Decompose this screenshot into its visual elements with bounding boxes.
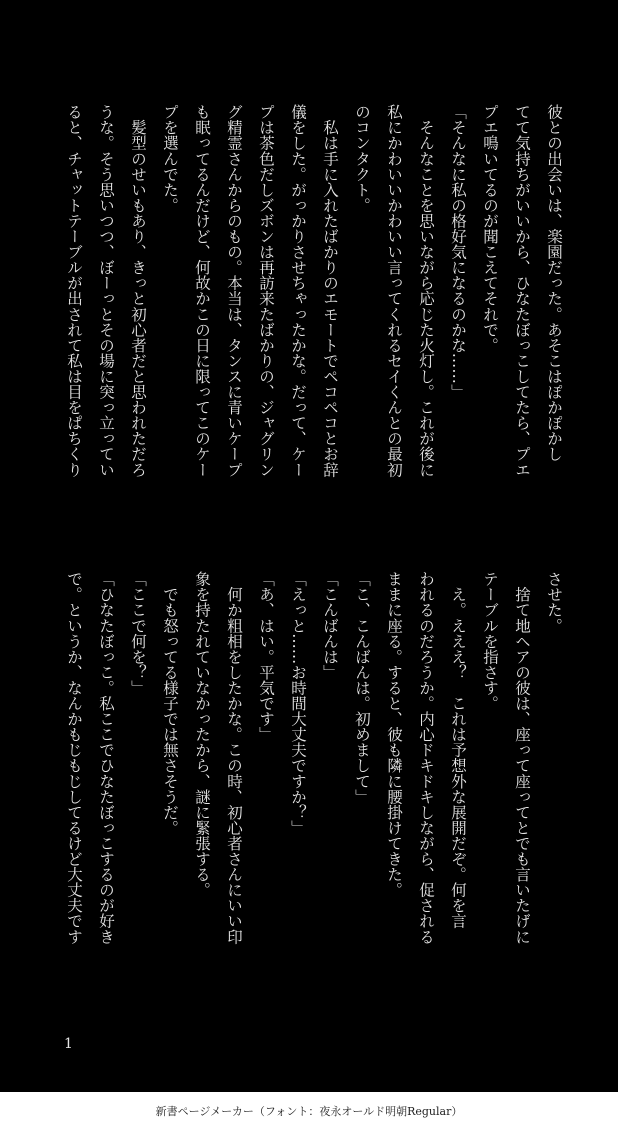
text-line: グ精霊さんからのもの。本当は、タンスに青いケープ — [225, 104, 243, 478]
text-line: 象を持たれていなかったから、謎に緊張する。 — [193, 571, 211, 898]
text-line: え。えええ？ これは予想外な展開だぞ。何を言 — [449, 571, 467, 929]
text-line: うな。そう思いつつ、ぼーっとその場に突っ立ってい — [97, 104, 115, 478]
text-line: 捨て地ヘアの彼は、座って座ってとでも言いたげに — [513, 571, 531, 945]
text-line: ままに座る。すると、彼も隣に腰掛けてきた。 — [385, 571, 403, 898]
text-line: プは茶色だしズボンは再訪来たばかりの、ジャグリン — [257, 104, 275, 478]
text-line: 「そんなに私の格好気になるのかな……」 — [449, 104, 467, 400]
text-block-upper — [50, 104, 570, 524]
text-line: 「ひなたぼっこ。私ここでひなたぼっこするのが好き — [97, 571, 115, 945]
text-line: プを選んでた。 — [161, 104, 179, 213]
text-line: 私にかわいいかわいい言ってくれるセイくんとの最初 — [385, 104, 403, 478]
text-line: 「えっと……お時間大丈夫ですか？」 — [289, 571, 307, 836]
text-line: 「ここで何を？」 — [129, 571, 147, 696]
text-line: のコンタクト。 — [353, 104, 371, 213]
text-line: テーブルを指さす。 — [481, 571, 499, 711]
text-line: そんなことを思いながら応じた火灯し。これが後に — [417, 104, 435, 478]
text-line: させた。 — [545, 571, 563, 634]
text-line: われるのだろうか。内心ドキドキしながら、促される — [417, 571, 435, 945]
text-line: 儀をした。がっかりさせちゃったかな。だって、ケー — [289, 104, 307, 478]
text-block-lower — [50, 571, 570, 991]
text-line: 何か粗相をしたかな。この時、初心者さんにいい印 — [225, 571, 243, 945]
page-number: 1 — [64, 1036, 73, 1052]
text-line: 彼との出会いは、楽園だった。あそこはぽかぽかし — [545, 104, 563, 462]
text-line: でも怒ってる様子では無さそうだ。 — [161, 571, 179, 836]
text-line: で。というか、なんかもじもじしてるけど大丈夫です — [65, 571, 83, 945]
text-line: 髪型のせいもあり、きっと初心者だと思われただろ — [129, 104, 147, 478]
text-line: 私は手に入れたばかりのエモートでペコペコとお辞 — [321, 104, 339, 478]
text-line: 「あ、はい。平気です」 — [257, 571, 275, 743]
footer-caption: 新書ページメーカー（フォント：夜永オールド明朝Regular） — [0, 1092, 618, 1132]
text-line: 「こんばんは」 — [321, 571, 339, 680]
text-line: ると、チャットテーブルが出されて私は目をぱちくり — [65, 104, 83, 478]
text-line: プエ鳴いてるのが聞こえてそれで。 — [481, 104, 499, 353]
text-line: も眠ってるんだけど、何故かこの日に限ってこのケー — [193, 104, 211, 478]
text-line: てて気持ちがいいから、ひなたぼっこしてたら、プエ — [513, 104, 531, 478]
text-line: 「こ、こんばんは。初めまして」 — [353, 571, 371, 805]
